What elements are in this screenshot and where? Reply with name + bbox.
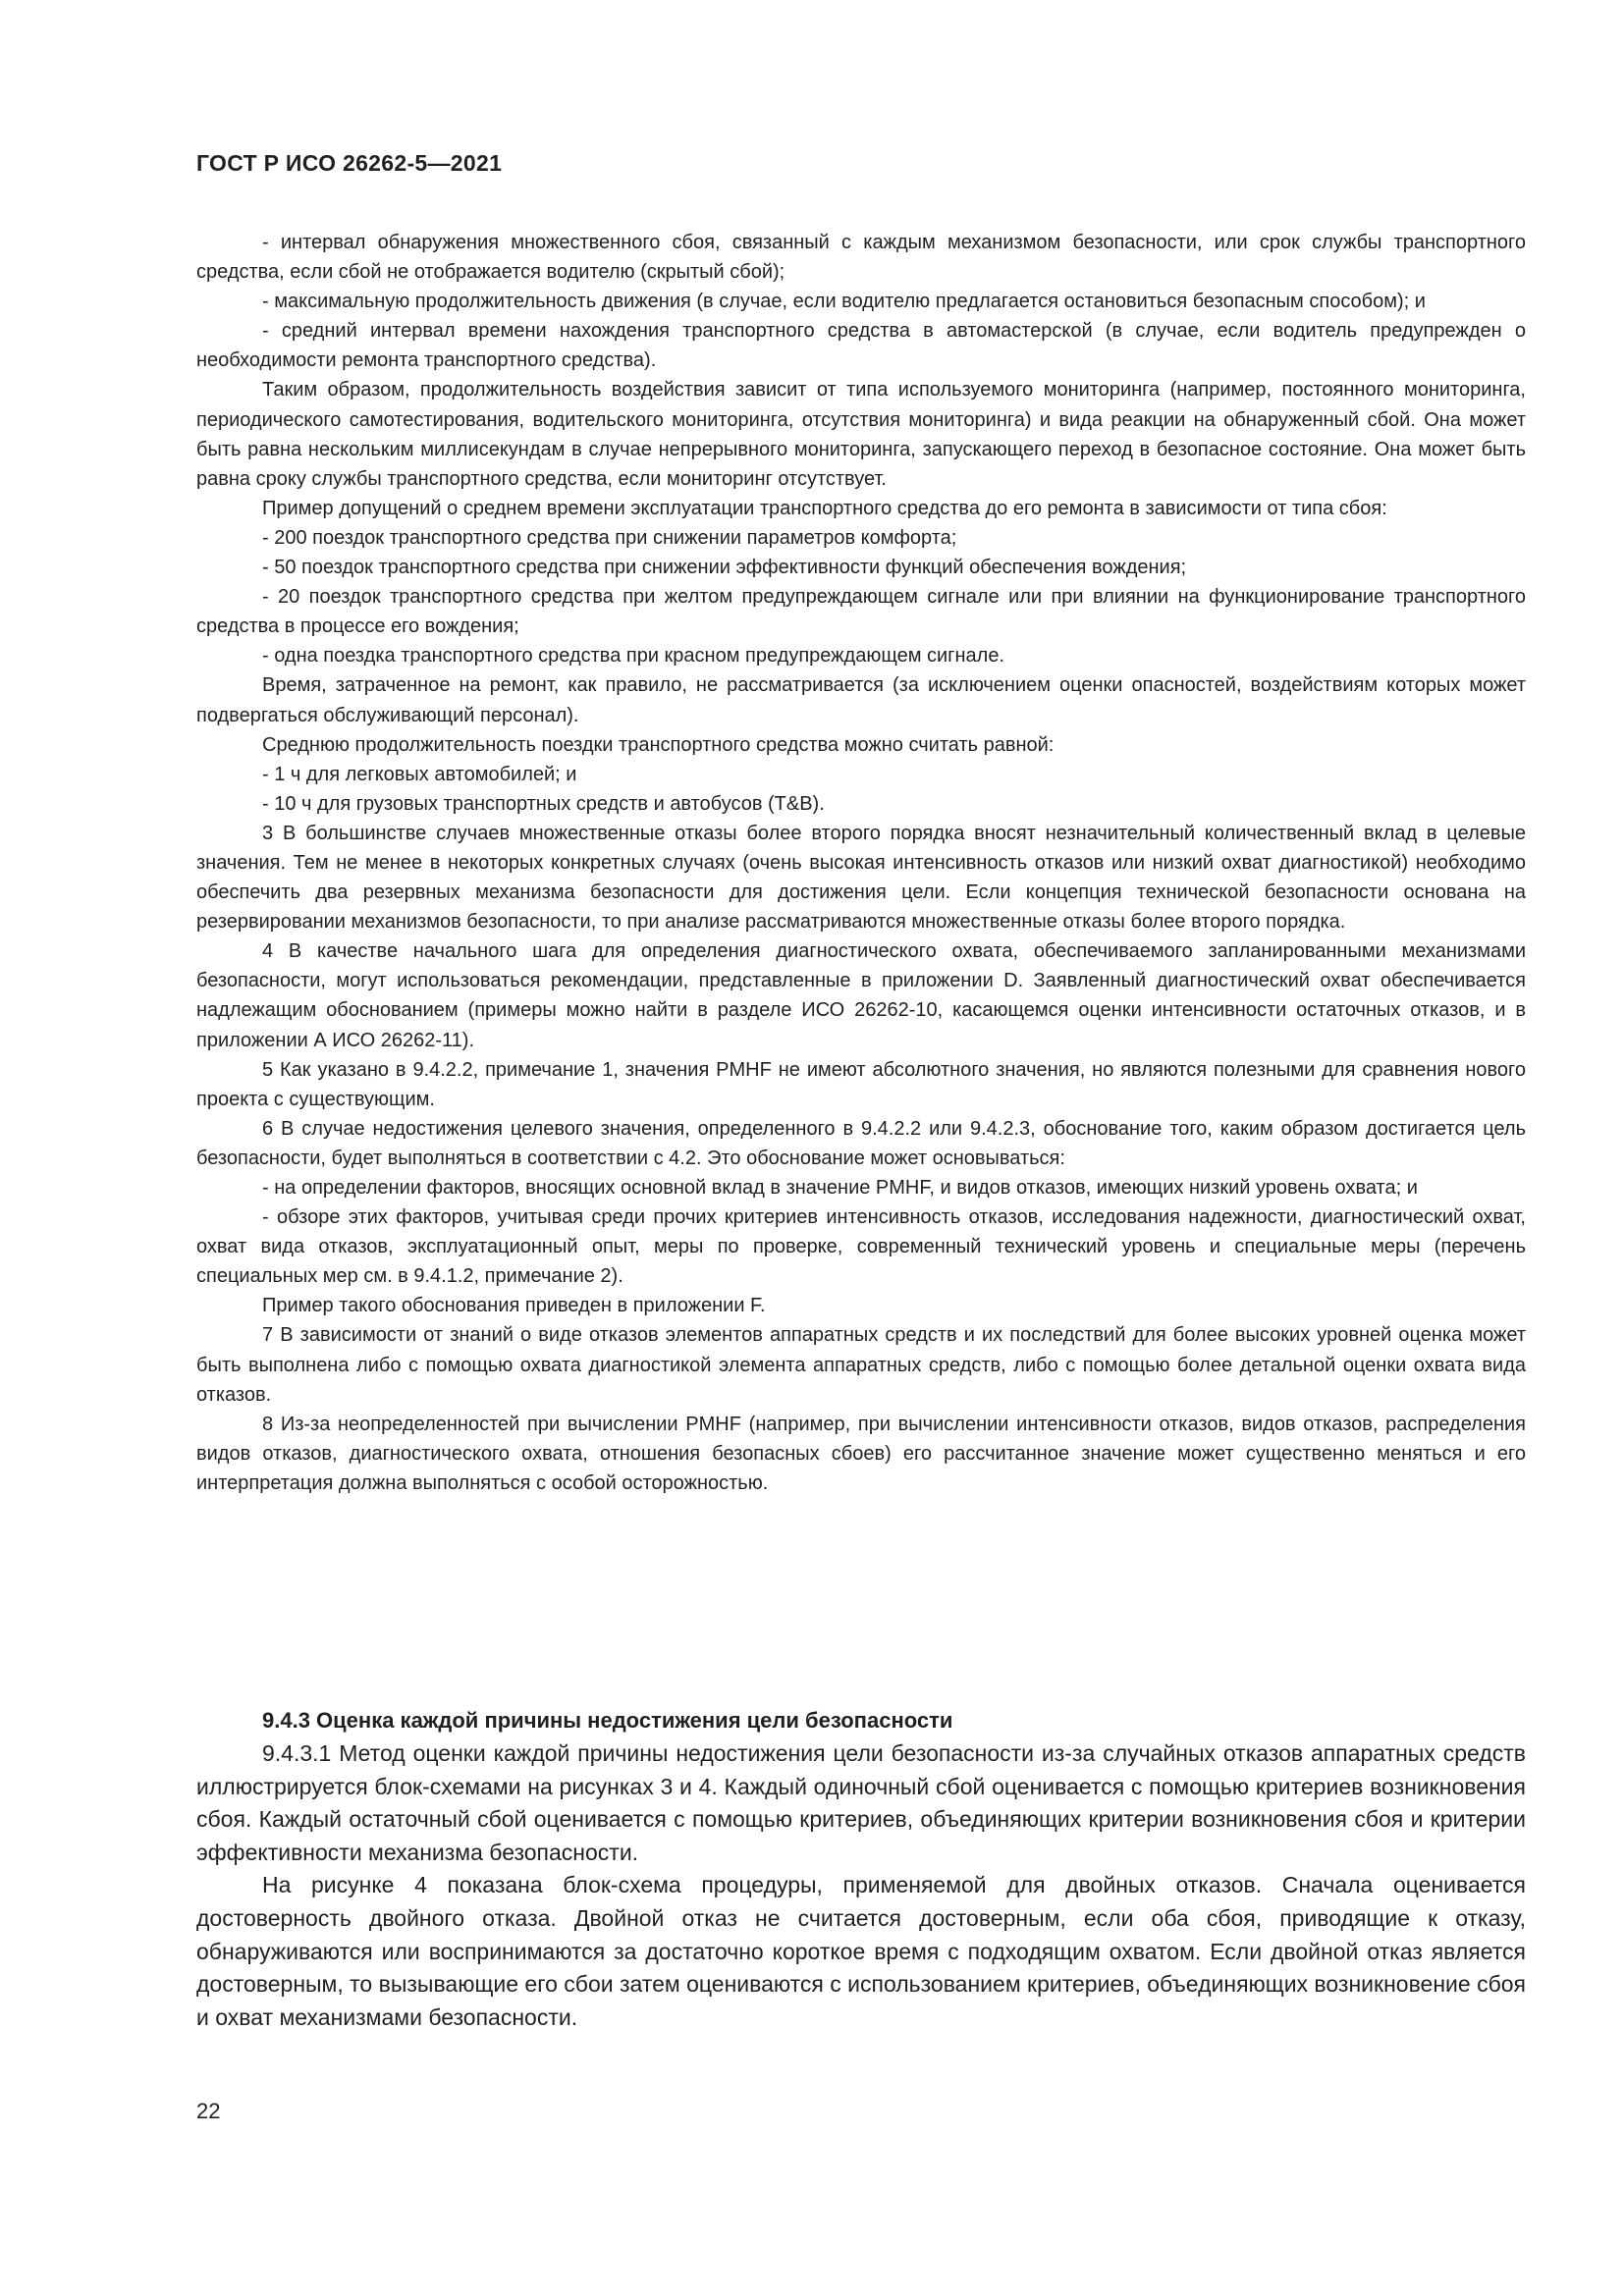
section-paragraph: На рисунке 4 показана блок-схема процедуры, применяемой для двойных отказов. Сначала оценивается достоверность двойного отказа. Двойной отказ не считается достоверным, если оба сбоя, приводящие к отказу, обнаруживаются или воспринимаются за достаточно короткое время с подходящим охватом. Если двойной отказ является достоверным, то вызывающие его сбои затем оцениваются с использованием критериев, объединяющих возникновение сбоя и охват механизмами безопасности. bbox=[196, 1872, 1526, 2030]
notes-paragraph: Пример такого обоснования приведен в приложении F. bbox=[262, 1295, 766, 1317]
notes-paragraph: - 50 поездок транспортного средства при снижении эффективности функций обеспечения вождения; bbox=[262, 557, 1187, 579]
section-heading: 9.4.3 Оценка каждой причины недостижения цели безопасности bbox=[262, 1708, 953, 1733]
notes-paragraph: - 200 поездок транспортного средства при снижении параметров комфорта; bbox=[262, 526, 957, 549]
notes-block bbox=[196, 228, 1526, 1498]
notes-paragraph: Пример допущений о среднем времени эксплуатации транспортного средства до его ремонта в зависимости от типа сбоя: bbox=[262, 497, 1387, 519]
notes-paragraph: - интервал обнаружения множественного сбоя, связанный с каждым механизмом безопасности, или срок службы транспортного средства, если сбой не отображается водителю (скрытый сбой); bbox=[196, 232, 1526, 284]
notes-paragraph: - обзоре этих факторов, учитывая среди прочих критериев интенсивность отказов, исследования надежности, диагностический охват, охват вида отказов, эксплуатационный опыт, меры по проверке, современный технический уровень и специальные меры (перечень специальных мер см. в 9.4.1.2, примечание 2). bbox=[196, 1206, 1526, 1288]
notes-paragraph: - 1 ч для легковых автомобилей; и bbox=[262, 763, 577, 785]
notes-paragraph: Среднюю продолжительность поездки транспортного средства можно считать равной: bbox=[262, 733, 1055, 756]
notes-paragraph: 6 В случае недостижения целевого значения, определенного в 9.4.2.2 или 9.4.2.3, обоснование того, каким образом достигается цель безопасности, будет выполняться в соответствии с 4.2. Это обоснование может основываться: bbox=[196, 1117, 1526, 1169]
notes-paragraph: 5 Как указано в 9.4.2.2, примечание 1, значения PMHF не имеют абсолютного значения, но являются полезными для сравнения нового проекта с существующим. bbox=[196, 1058, 1526, 1110]
notes-paragraph: - максимальную продолжительность движения (в случае, если водителю предлагается остановиться безопасным способом); и bbox=[262, 291, 1426, 313]
notes-paragraph: 7 В зависимости от знаний о виде отказов элементов аппаратных средств и их последствий для более высоких уровней оценка может быть выполнена либо с помощью охвата диагностикой элемента аппаратных средств, либо с помощью более детальной оценки охвата вида отказов. bbox=[196, 1324, 1526, 1406]
notes-paragraph: Время, затраченное на ремонт, как правило, не рассматривается (за исключением оценки опасностей, воздействиям которых может подвергаться обслуживающий персонал). bbox=[196, 674, 1526, 726]
section-paragraph: 9.4.3.1 Метод оценки каждой причины недостижения цели безопасности из-за случайных отказов аппаратных средств иллюстрируется блок-схемами на рисунках 3 и 4. Каждый одиночный сбой оценивается с помощью критериев возникновения сбоя. Каждый остаточный сбой оценивается с помощью критериев, объединяющих критерии возникновения сбоя и критерии эффективности механизма безопасности. bbox=[196, 1740, 1526, 1865]
notes-paragraph: - на определении факторов, вносящих основной вклад в значение PMHF, и видов отказов, имеющих низкий уровень охвата; и bbox=[262, 1177, 1418, 1199]
notes-paragraph: - 20 поездок транспортного средства при желтом предупреждающем сигнале или при влиянии на функционирование транспортного средства в процессе его вождения; bbox=[196, 586, 1526, 638]
notes-paragraph: Таким образом, продолжительность воздействия зависит от типа используемого мониторинга (например, постоянного мониторинга, периодического самотестирования, водительского мониторинга, отсутствия мониторинга) и вида реакции на обнаруженный сбой. Она может быть равна нескольким миллисекундам в случае непрерывного мониторинга, запускающего переход в безопасное состояние. Она может быть равна сроку службы транспортного средства, если мониторинг отсутствует. bbox=[196, 379, 1526, 490]
standard-header: ГОСТ Р ИСО 26262-5—2021 bbox=[196, 150, 503, 176]
notes-paragraph: 3 В большинстве случаев множественные отказы более второго порядка вносят незначительный количественный вклад в целевые значения. Тем не менее в некоторых конкретных случаях (очень высокая интенсивность отказов или низкий охват диагностикой) необходимо обеспечить два резервных механизма безопасности для достижения цели. Если концепция технической безопасности основана на резервировании механизмов безопасности, то при анализе рассматриваются множественные отказы более второго порядка. bbox=[196, 822, 1526, 934]
notes-paragraph: 4 В качестве начального шага для определения диагностического охвата, обеспечиваемого запланированными механизмами безопасности, могут использоваться рекомендации, представленные в приложении D. Заявленный диагностический охват обеспечивается надлежащим обоснованием (примеры можно найти в разделе ИСО 26262-10, касающемся оценки интенсивности остаточных отказов, и в приложении А ИСО 26262-11). bbox=[196, 940, 1526, 1051]
page-number: 22 bbox=[196, 2099, 221, 2123]
notes-paragraph: - средний интервал времени нахождения транспортного средства в автомастерской (в случае, если водитель предупрежден о необходимости ремонта транспортного средства). bbox=[196, 320, 1526, 372]
notes-paragraph: 8 Из-за неопределенностей при вычислении PMHF (например, при вычислении интенсивности отказов, видов отказов, распределения видов отказов, диагностического охвата, отношения безопасных сбоев) его рассчитанное значение может существенно меняться и его интерпретация должна выполняться с особой осторожностью. bbox=[196, 1413, 1526, 1494]
notes-paragraph: - 10 ч для грузовых транспортных средств и автобусов (T&B). bbox=[262, 792, 825, 815]
section-9-4-3 bbox=[196, 1706, 1526, 2034]
notes-paragraph: - одна поездка транспортного средства при красном предупреждающем сигнале. bbox=[262, 645, 1004, 667]
